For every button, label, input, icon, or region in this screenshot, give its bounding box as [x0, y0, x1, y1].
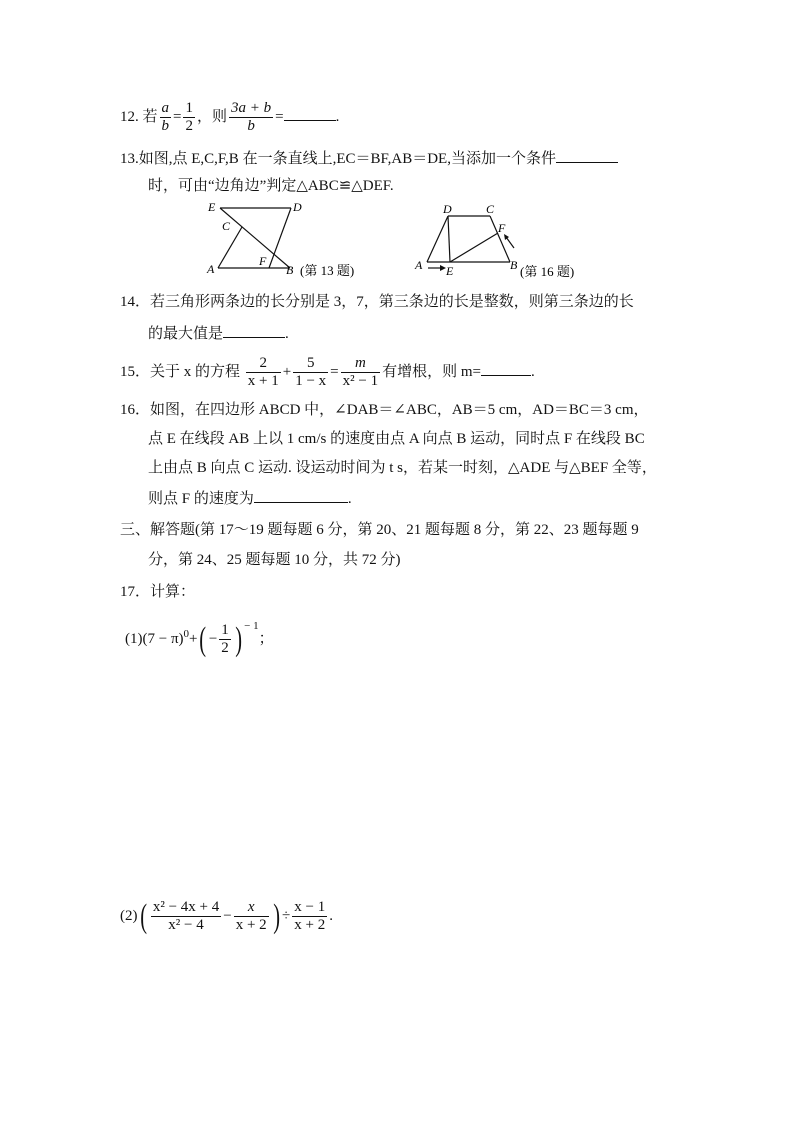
figure-13-caption: (第 13 题) — [300, 263, 355, 278]
fraction-5-over-1-minus-x: $\frac{5}{1 - x}$ — [295, 355, 327, 389]
fraction-x2-minus-4x-plus-4-over-x2-minus-4: $\frac{\text{x² − 4x + 4}}{\text{x² − 4}}$ — [152, 899, 220, 934]
edge-EF — [450, 233, 498, 262]
label-D: D — [443, 202, 452, 216]
fraction-a-over-b: $\frac{a}{b}$ — [161, 100, 170, 134]
question-13-line2: 时，可由“边角边”判定△ABC≌△DEF. — [148, 178, 394, 194]
label-A: A — [207, 262, 215, 276]
edge-DA — [427, 216, 448, 262]
label-F: F — [259, 254, 267, 268]
edge-DE — [448, 216, 450, 262]
fraction-x-minus-1-over-x-plus-2: $\frac{x - 1}{x + 2}$ — [294, 899, 326, 934]
label-F: F — [498, 221, 506, 235]
answer-blank[interactable] — [284, 105, 336, 121]
figure-13 — [200, 198, 380, 283]
question-16-line1: 16．如图，在四边形 ABCD 中，∠DAB＝∠ABC，AB＝5 cm，AD＝BC＝3 cm， — [120, 402, 649, 418]
label-C: C — [222, 219, 231, 233]
question-12: 12. 若 $\frac{a}{b}$ = $\frac{1}{2}$ ，则 $\frac{3a + b}{b}$ = . — [120, 100, 340, 134]
answer-blank[interactable] — [254, 487, 348, 503]
fraction-3a-plus-b-over-b: $\frac{3a + b}{b}$ — [231, 100, 272, 134]
label-D: D — [293, 200, 302, 214]
question-17-part2: (2)( $\frac{\text{x² − 4x + 4}}{\text{x² − 4}}$ − $\frac{x}{x + 2}$ ) ÷ $\frac{x - 1}{x + 2}$ . — [120, 897, 333, 935]
fraction-one-half: $\frac{1}{2}$ — [185, 100, 193, 134]
fraction-one-half: $\frac{1}{2}$ — [221, 622, 229, 657]
edge-CA — [218, 227, 242, 268]
question-17-title: 17．计算： — [120, 584, 196, 600]
question-16-line4: 则点 F 的速度为 . — [148, 487, 352, 509]
label-C: C — [486, 202, 495, 216]
label-B: B — [510, 258, 518, 272]
fraction-x-over-x-plus-2: $\frac{x}{x + 2}$ — [235, 899, 267, 934]
label-B: B — [286, 263, 294, 277]
question-14-line2: 的最大值是 . — [148, 322, 289, 344]
label-A: A — [415, 258, 423, 272]
fraction-2-over-x-plus-1: $\frac{2}{x + 1}$ — [247, 355, 279, 389]
question-13-line1: 13.如图,点 E,C,F,B 在一条直线上,EC＝BF,AB＝DE,当添加一个条件 — [120, 147, 618, 169]
question-number: 12. — [120, 108, 139, 125]
question-15: 15．关于 x 的方程 $\frac{2}{x + 1}$ + $\frac{5}{1 - x}$ = $\frac{m}{\text{x² − 1}}$ 有增根，则 m= . — [120, 355, 535, 389]
question-14-line1: 14．若三角形两条边的长分别是 3，7，第三条边的长是整数，则第三条边的长 — [120, 294, 634, 310]
question-17-part1: $(1)(7 - \pi)^0+$( − $\frac{1}{2}$ ) $^{- 1}$； — [125, 620, 274, 658]
answer-blank[interactable] — [223, 322, 285, 338]
section-3-heading-line2: 分，第 24、25 题每题 10 分，共 72 分) — [148, 552, 401, 568]
figure-16-caption: (第 16 题) — [520, 264, 575, 279]
answer-blank[interactable] — [556, 147, 618, 163]
label-E: E — [208, 200, 216, 214]
section-3-heading: 三、解答题(第 17～19 题每题 6 分，第 20、21 题每题 8 分，第 22、23 题每题 9 — [120, 522, 639, 538]
label-E: E — [446, 264, 454, 278]
question-16-line3: 上由点 B 向点 C 运动. 设运动时间为 t s，若某一时刻，△ADE 与△BEF 全等， — [148, 460, 657, 476]
arrow-BF — [506, 237, 514, 248]
fraction-m-over-x2-minus-1: $\frac{m}{\text{x² − 1}}$ — [342, 355, 379, 389]
answer-blank[interactable] — [481, 360, 531, 376]
figure-16 — [410, 200, 600, 285]
question-16-line2: 点 E 在线段 AB 上以 1 cm/s 的速度由点 A 向点 B 运动，同时点 F 在线段 BC — [148, 431, 645, 447]
